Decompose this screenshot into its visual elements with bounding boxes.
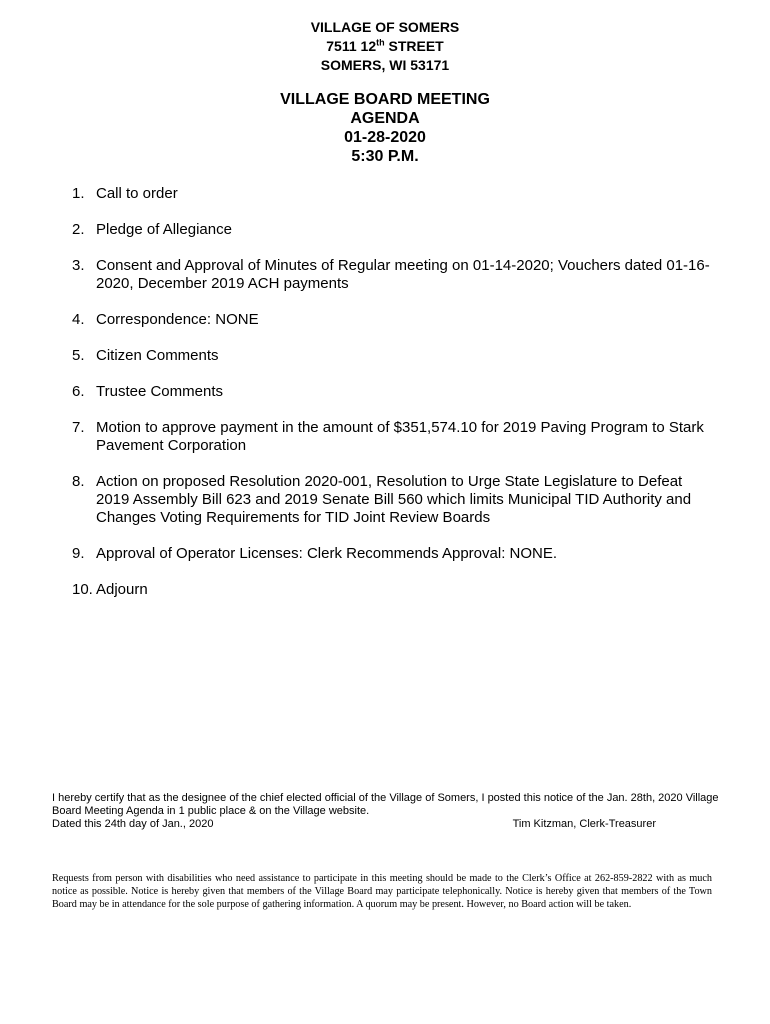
agenda-item: [72, 185, 712, 203]
agenda-item: [72, 257, 712, 293]
agenda-item: [72, 419, 712, 455]
agenda-item-number: 10.: [72, 581, 93, 598]
certification-signer: Tim Kitzman, Clerk-Treasurer: [512, 818, 656, 830]
agenda-item-number: 1.: [72, 185, 85, 202]
agenda-item: [72, 347, 712, 365]
agenda-item-text: Correspondence: NONE: [96, 311, 259, 328]
meeting-time: 5:30 P.M.: [351, 148, 419, 165]
disability-notice: Requests from person with disabilities who need assistance to participate in this meeting should be made to the Clerk’s Office at 262-859-2822 with as much notice as possible. Notice is hereby given that members of the Village Board may participate telephonically. Notice is hereby given that members of the Town Board may be in attendance for the sole purpose of gathering information. A quorum may be present. However, no Board action will be taken.: [52, 873, 712, 910]
meeting-date: 01-28-2020: [344, 129, 426, 146]
agenda-item-number: 5.: [72, 347, 85, 364]
meeting-subtitle: AGENDA: [350, 110, 420, 127]
agenda-item-text: Call to order: [96, 185, 178, 202]
agenda-item-number: 7.: [72, 419, 85, 436]
agenda-item-number: 6.: [72, 383, 85, 400]
agenda-item-text: Trustee Comments: [96, 383, 223, 400]
org-name: VILLAGE OF SOMERS: [310, 19, 460, 35]
agenda-item: [72, 383, 712, 401]
agenda-item: [72, 581, 712, 599]
agenda-item-number: 9.: [72, 545, 85, 562]
street-address: [0, 37, 770, 56]
certification-row: [52, 818, 722, 831]
agenda-item-number: 4.: [72, 311, 85, 328]
street-ordinal: th: [376, 37, 385, 48]
agenda-item-text: Consent and Approval of Minutes of Regular meeting on 01-14-2020; Vouchers dated 01-16-2020, December 2019 ACH payments: [96, 257, 710, 292]
agenda-item: [72, 545, 712, 563]
agenda-item-text: Citizen Comments: [96, 347, 219, 364]
agenda-item: [72, 221, 712, 239]
agenda-item-number: 2.: [72, 221, 85, 238]
agenda-item: [72, 473, 712, 527]
certification-statement: I hereby certify that as the designee of the chief elected official of the Village of Somers, I posted this notice of the Jan. 28th, 2020 Village Board Meeting Agenda in 1 public place & on the Village website.: [52, 792, 719, 817]
meeting-title: VILLAGE BOARD MEETING: [280, 91, 490, 108]
agenda-item-number: 3.: [72, 257, 85, 274]
agenda-item-text: Pledge of Allegiance: [96, 221, 232, 238]
agenda-item-text: Approval of Operator Licenses: Clerk Recommends Approval: NONE.: [96, 545, 558, 562]
city-state-zip: SOMERS, WI 53171: [320, 57, 450, 73]
agenda-item-text: Adjourn: [96, 581, 148, 598]
meeting-block: [0, 90, 770, 166]
street-number: 7511 12: [326, 38, 377, 54]
street-name: STREET: [384, 38, 444, 54]
certification-block: [52, 792, 722, 831]
address-block: [0, 18, 770, 75]
certification-date: Dated this 24th day of Jan., 2020: [52, 818, 214, 830]
agenda-item: [72, 311, 712, 329]
agenda-item-text: Action on proposed Resolution 2020-001, Resolution to Urge State Legislature to Defeat 2019 Assembly Bill 623 and 2019 Senate Bill 560 which limits Municipal TID Authority and Changes Voting Requirements for TID Joint Review Boards: [96, 473, 692, 526]
agenda-list: [72, 185, 712, 617]
agenda-item-number: 8.: [72, 473, 85, 490]
agenda-item-text: Motion to approve payment in the amount of $351,574.10 for 2019 Paving Program to Stark Pavement Corporation: [96, 419, 704, 454]
